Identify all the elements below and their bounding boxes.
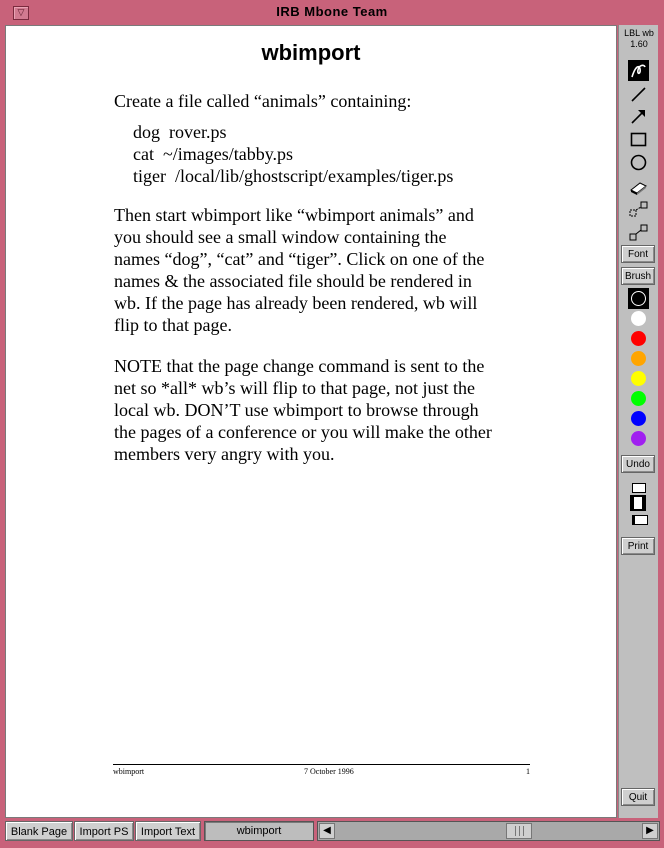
- color-swatch-black[interactable]: [628, 288, 649, 309]
- app-version: 1.60: [630, 39, 648, 49]
- intro-paragraph: Create a file called “animals” containing:: [114, 91, 412, 111]
- title-bar: [0, 0, 664, 24]
- line-width-thin-icon[interactable]: [632, 483, 646, 493]
- tool-palette: [618, 25, 658, 818]
- window-menu-icon[interactable]: ▽: [13, 6, 29, 20]
- page-title: wbimport: [261, 40, 361, 65]
- paragraph-line: NOTE that the page change command is sent to the: [114, 356, 485, 376]
- line-width-thick-icon[interactable]: [632, 515, 648, 525]
- code-line: cat ~/images/tabby.ps: [133, 144, 294, 164]
- window-title: IRB Mbone Team: [276, 4, 388, 19]
- import-ps-button[interactable]: Import PS: [74, 821, 134, 841]
- circle-icon[interactable]: [628, 152, 649, 173]
- paragraph-line: members very angry with you.: [114, 444, 335, 464]
- print-button[interactable]: Print: [621, 537, 655, 555]
- grip-line: [515, 826, 516, 836]
- grip-line: [519, 826, 520, 836]
- app-name: LBL wb: [624, 28, 654, 38]
- scroll-right-arrow-icon[interactable]: ▶: [642, 823, 658, 839]
- footer-divider: [113, 764, 530, 765]
- color-swatch-purple[interactable]: [631, 431, 646, 446]
- paragraph-line: names & the associated file should be rendered in: [114, 271, 472, 291]
- color-swatch-white[interactable]: [631, 311, 646, 326]
- whiteboard-canvas[interactable]: [5, 25, 617, 818]
- arrow-icon[interactable]: [628, 106, 649, 127]
- quit-button[interactable]: Quit: [621, 788, 655, 806]
- code-line: tiger /local/lib/ghostscript/examples/tiger.ps: [133, 166, 454, 186]
- freehand-icon[interactable]: [628, 60, 649, 81]
- swatch-inner: [633, 496, 643, 510]
- color-swatch-green[interactable]: [631, 391, 646, 406]
- font-button[interactable]: Font: [621, 245, 655, 263]
- brush-button[interactable]: Brush: [621, 267, 655, 285]
- document-page: [6, 26, 616, 817]
- color-swatch-blue[interactable]: [631, 411, 646, 426]
- line-width-medium-icon[interactable]: [630, 495, 646, 511]
- footer-page-number: 1: [526, 767, 530, 776]
- grip-line: [523, 826, 524, 836]
- blank-page-button[interactable]: Blank Page: [5, 821, 73, 841]
- paragraph-line: local wb. DON’T use wbimport to browse through: [114, 400, 479, 420]
- scroll-thumb[interactable]: [506, 823, 532, 839]
- color-dot: [631, 291, 646, 306]
- import-text-button[interactable]: Import Text: [135, 821, 201, 841]
- footer-doc-name: wbimport: [113, 767, 145, 776]
- code-line: dog rover.ps: [133, 122, 227, 142]
- paragraph-line: you should see a small window containing the: [114, 227, 447, 247]
- footer-date: 7 October 1996: [304, 767, 354, 776]
- scroll-left-arrow-icon[interactable]: ◀: [319, 823, 335, 839]
- page-bar: [5, 819, 660, 844]
- note-paragraph: [114, 355, 534, 465]
- paragraph-line: names “dog”, “cat” and “tiger”. Click on one of the: [114, 249, 485, 269]
- color-swatch-red[interactable]: [631, 331, 646, 346]
- copy-icon[interactable]: [628, 222, 649, 243]
- paragraph-line: the pages of a conference or you will make the other: [114, 422, 492, 442]
- line-icon[interactable]: [628, 84, 649, 105]
- eraser-icon[interactable]: [628, 176, 649, 197]
- move-icon[interactable]: [628, 199, 649, 220]
- rectangle-icon[interactable]: [628, 129, 649, 150]
- page-name-field[interactable]: wbimport: [204, 821, 314, 841]
- page-scrollbar[interactable]: [317, 821, 660, 841]
- color-swatch-orange[interactable]: [631, 351, 646, 366]
- paragraph-line: flip to that page.: [114, 315, 232, 335]
- instructions-paragraph: [114, 204, 534, 336]
- paragraph-line: net so *all* wb’s will flip to that page, not just the: [114, 378, 475, 398]
- paragraph-line: wb. If the page has already been rendered, wb will: [114, 293, 478, 313]
- undo-button[interactable]: Undo: [621, 455, 655, 473]
- paragraph-line: Then start wbimport like “wbimport animals” and: [114, 205, 474, 225]
- color-swatch-yellow[interactable]: [631, 371, 646, 386]
